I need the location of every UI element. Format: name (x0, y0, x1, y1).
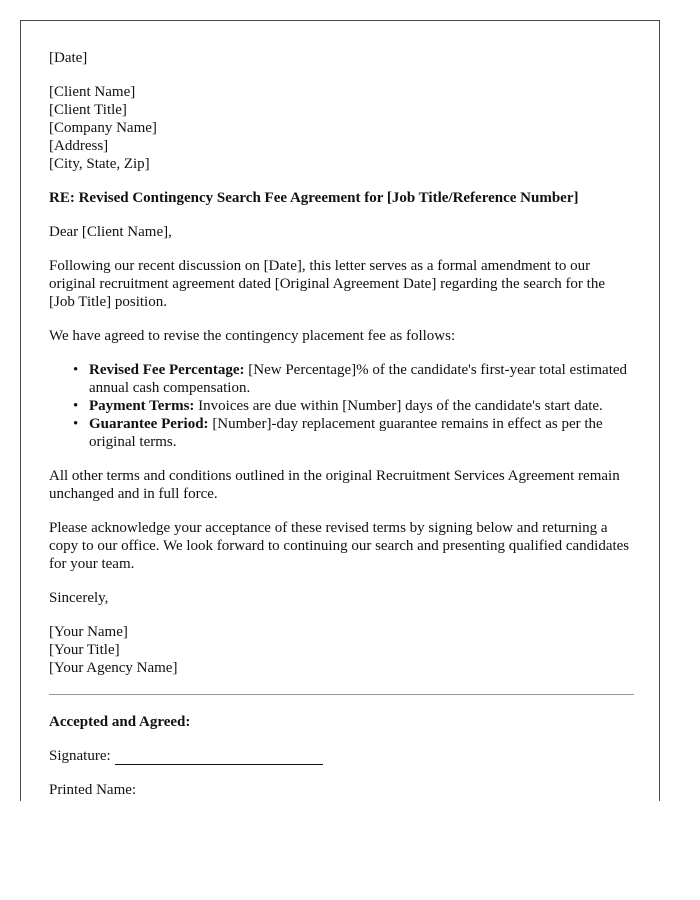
printed-name-label: Printed Name: (49, 782, 137, 798)
intro-paragraph: Following our recent discussion on [Date], this letter serves as a formal amendment to our original recruitment agreement dated [Original Agreement Date] regarding the search for the [Job Title] position. (49, 258, 606, 310)
lead-in-paragraph: We have agreed to revise the contingency placement fee as follows: (49, 328, 456, 344)
recipient-address: [Address] (49, 138, 109, 154)
term-text: Invoices are due within [Number] days of the candidate's start date. (194, 398, 603, 414)
term-item-payment-terms (73, 397, 634, 415)
terms-unchanged-paragraph: All other terms and conditions outlined in the original Recruitment Services Agreement remain unchanged and in full force. (49, 468, 620, 502)
closing: Sincerely, (49, 590, 109, 606)
letter-body (49, 49, 634, 799)
term-label: Guarantee Period: (89, 416, 209, 432)
sender-title: [Your Title] (49, 642, 120, 658)
acceptance-heading: Accepted and Agreed: (49, 714, 191, 730)
recipient-title: [Client Title] (49, 102, 127, 118)
letter-page (20, 20, 660, 801)
signature-line[interactable] (115, 749, 323, 765)
term-item-fee-percentage (73, 361, 634, 397)
term-item-guarantee-period (73, 415, 634, 451)
printed-name-row (49, 781, 634, 799)
acknowledge-paragraph: Please acknowledge your acceptance of these revised terms by signing below and returning a copy to our office. We look forward to continuing our search and presenting qualified candidates for your team. (49, 520, 630, 572)
subject-line: RE: Revised Contingency Search Fee Agreement for [Job Title/Reference Number] (49, 190, 579, 206)
signature-row (49, 747, 634, 765)
bullet-icon: • (73, 416, 79, 432)
salutation: Dear [Client Name], (49, 224, 172, 240)
signature-label: Signature: (49, 748, 111, 764)
sender-agency: [Your Agency Name] (49, 660, 178, 676)
section-divider (49, 694, 634, 695)
recipient-city-state-zip: [City, State, Zip] (49, 156, 150, 172)
sender-block (49, 623, 634, 677)
recipient-block (49, 83, 634, 173)
sender-name: [Your Name] (49, 624, 128, 640)
recipient-name: [Client Name] (49, 84, 136, 100)
bullet-icon: • (73, 362, 79, 378)
recipient-company: [Company Name] (49, 120, 157, 136)
term-text: [New Percentage]% of the candidate's first-year total estimated annual cash compensation. (89, 362, 628, 396)
term-text: [Number]-day replacement guarantee remains in effect as per the original terms. (89, 416, 603, 450)
bullet-icon: • (73, 398, 79, 414)
term-label: Payment Terms: (89, 398, 195, 414)
fee-terms-list (49, 361, 634, 451)
term-label: Revised Fee Percentage: (89, 362, 245, 378)
letter-date: [Date] (49, 50, 88, 66)
